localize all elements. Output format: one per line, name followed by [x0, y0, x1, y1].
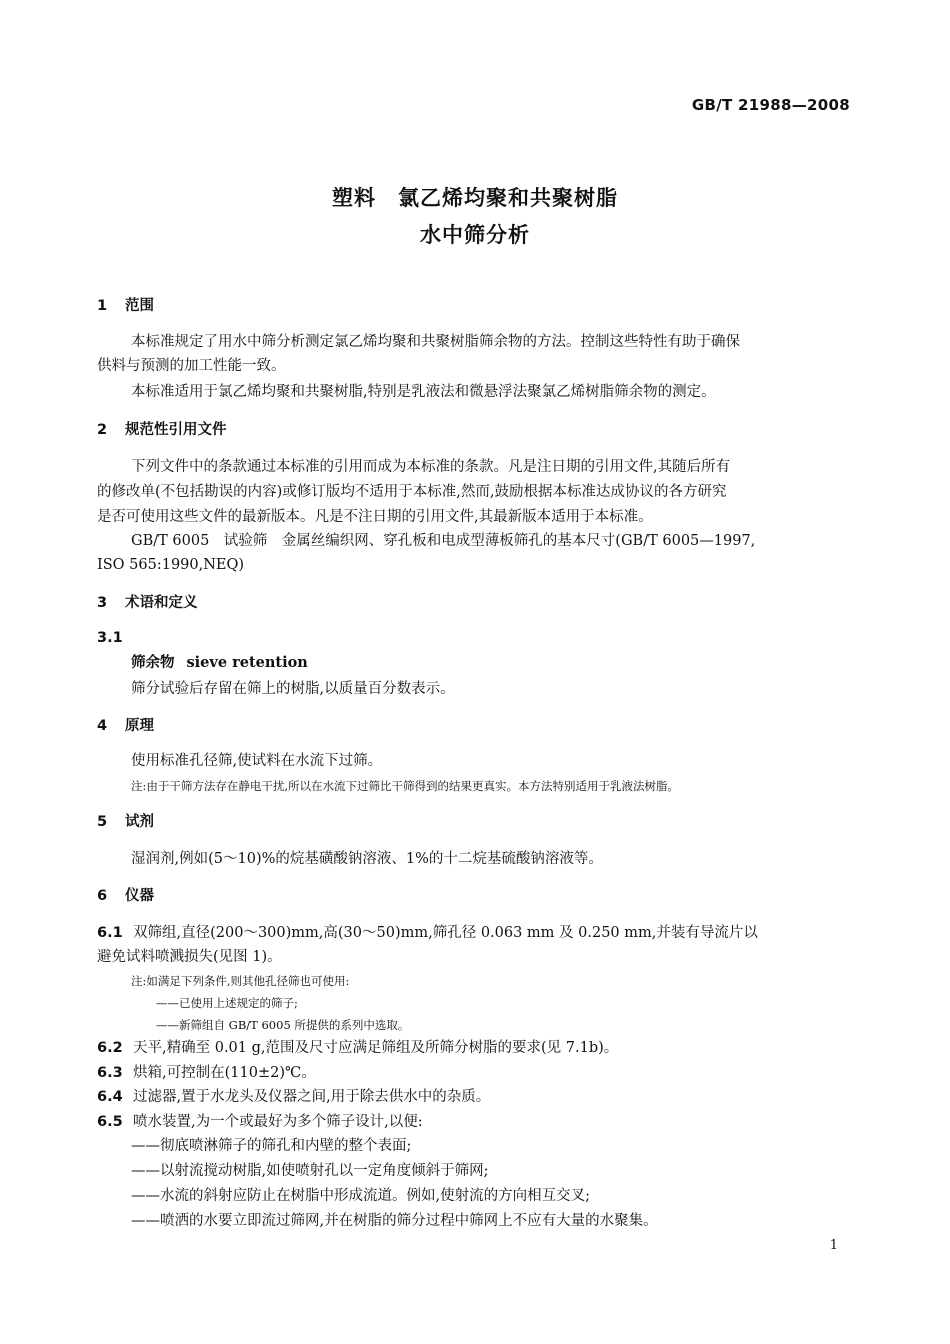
term-english: sieve retention [186, 654, 308, 671]
item-text: 过滤器,置于水龙头及仪器之间,用于除去供水中的杂质。 [133, 1089, 491, 1105]
term-entry [131, 653, 308, 673]
item-text: 双筛组,直径(200～300)mm,高(30～50)mm,筛孔径 0.063 mm 及 0.250 mm,并装有导流片以 [133, 925, 758, 941]
section-title: 术语和定义 [125, 595, 198, 611]
paragraph-line: 避免试料喷溅损失(见图 1)。 [97, 949, 282, 965]
list-item [97, 1063, 316, 1083]
dash-item: ——以射流搅动树脂,如使喷射孔以一定角度倾斜于筛网; [131, 1163, 489, 1179]
paragraph-line: 供料与预测的加工性能一致。 [97, 358, 286, 374]
paragraph-line: 使用标准孔径筛,使试料在水流下过筛。 [131, 753, 383, 769]
reference-line: ISO 565:1990,NEQ) [97, 557, 245, 573]
paragraph-line: 本标准适用于氯乙烯均聚和共聚树脂,特别是乳液法和微悬浮法聚氯乙烯树脂筛余物的测定。 [131, 384, 716, 400]
subsection-number: 3.1 [97, 630, 123, 646]
section-title: 规范性引用文件 [125, 422, 227, 438]
list-item [97, 1112, 423, 1132]
reference-line: GB/T 6005 试验筛 金属丝编织网、穿孔板和电成型薄板筛孔的基本尺寸(GB/T 6005—1997, [131, 533, 756, 549]
section-heading-scope [97, 296, 154, 316]
paragraph-line: 下列文件中的条款通过本标准的引用而成为本标准的条款。凡是注日期的引用文件,其随后所有 [131, 459, 731, 475]
section-heading-reagents [97, 812, 154, 832]
paragraph-line: 本标准规定了用水中筛分析测定氯乙烯均聚和共聚树脂筛余物的方法。控制这些特性有助于确保 [131, 334, 740, 350]
section-heading-apparatus [97, 886, 154, 906]
section-title: 仪器 [125, 888, 154, 904]
section-title: 原理 [125, 718, 154, 734]
term-chinese: 筛余物 [131, 655, 175, 671]
item-text: 烘箱,可控制在(110±2)℃。 [133, 1065, 316, 1081]
section-number: 2 [97, 422, 108, 438]
item-number: 6.1 [97, 925, 123, 941]
item-number: 6.2 [97, 1040, 123, 1056]
section-number: 5 [97, 814, 108, 830]
section-number: 3 [97, 595, 108, 611]
item-text: 天平,精确至 0.01 g,范围及尺寸应满足筛组及所筛分树脂的要求(见 7.1b)。 [133, 1040, 619, 1056]
section-title: 试剂 [125, 814, 154, 830]
page-number: 1 [829, 1238, 838, 1253]
dash-item: ——彻底喷淋筛子的筛孔和内壁的整个表面; [131, 1138, 412, 1154]
standard-number: GB/T 21988—2008 [691, 96, 850, 114]
item-text: 喷水装置,为一个或最好为多个筛子设计,以便: [133, 1114, 423, 1130]
section-heading-terms [97, 593, 198, 613]
list-item [97, 1087, 490, 1107]
paragraph-line: 是否可使用这些文件的最新版本。凡是不注日期的引用文件,其最新版本适用于本标准。 [97, 509, 653, 525]
section-title: 范围 [125, 298, 154, 314]
dash-item: ——水流的斜射应防止在树脂中形成流道。例如,使射流的方向相互交叉; [131, 1188, 590, 1204]
document-title-line2: 水中筛分析 [420, 223, 530, 247]
document-title-line1: 塑料 氯乙烯均聚和共聚树脂 [332, 186, 618, 210]
note-line: 注:如满足下列条件,则其他孔径筛也可使用: [131, 974, 350, 988]
item-number: 6.4 [97, 1089, 123, 1105]
section-number: 6 [97, 888, 108, 904]
note-line: ——已使用上述规定的筛子; [156, 996, 298, 1010]
paragraph-line: 湿润剂,例如(5～10)%的烷基磺酸钠溶液、1%的十二烷基硫酸钠溶液等。 [131, 851, 603, 867]
item-number: 6.5 [97, 1114, 123, 1130]
section-number: 4 [97, 718, 108, 734]
section-heading-principle [97, 716, 154, 736]
section-number: 1 [97, 298, 108, 314]
paragraph-line: 的修改单(不包括勘误的内容)或修订版均不适用于本标准,然而,鼓励根据本标准达成协议的各方研究 [97, 484, 727, 500]
item-number: 6.3 [97, 1065, 123, 1081]
section-heading-normative-references [97, 420, 227, 440]
note-line: 注:由于干筛方法存在静电干扰,所以在水流下过筛比干筛得到的结果更真实。本方法特别适用于乳液法树脂。 [131, 779, 680, 793]
list-item [97, 923, 758, 943]
dash-item: ——喷洒的水要立即流过筛网,并在树脂的筛分过程中筛网上不应有大量的水聚集。 [131, 1213, 658, 1229]
note-line: ——新筛组自 GB/T 6005 所提供的系列中选取。 [156, 1018, 410, 1032]
term-definition: 筛分试验后存留在筛上的树脂,以质量百分数表示。 [131, 681, 455, 697]
list-item [97, 1038, 618, 1058]
